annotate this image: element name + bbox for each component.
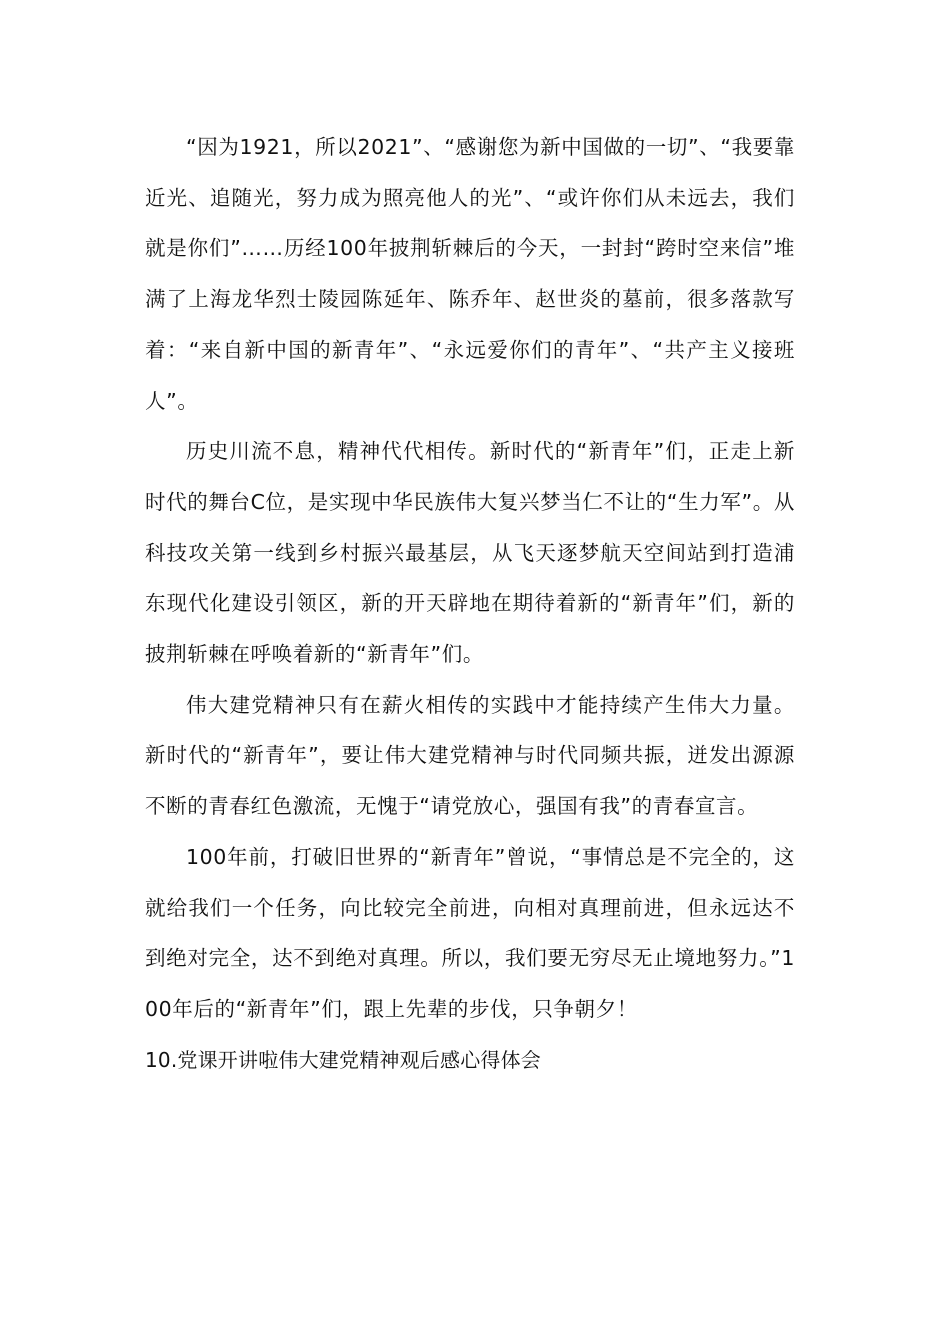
document-body (145, 122, 795, 1085)
paragraph-1: “因为1921，所以2021”、“感谢您为新中国做的一切”、“我要靠近光、追随光，努力成为照亮他人的光”、“或许你们从未远去，我们就是你们”……历经100年披荆斩棘后的今天，一封封“跨时空来信”堆满了上海龙华烈士陵园陈延年、陈乔年、赵世炎的墓前，很多落款写着：“来自新中国的新青年”、“永远爱你们的青年”、“共产主义接班人”。 (145, 135, 795, 413)
paragraph-3: 伟大建党精神只有在薪火相传的实践中才能持续产生伟大力量。新时代的“新青年”，要让伟大建党精神与时代同频共振，迸发出源源不断的青春红色激流，无愧于“请党放心，强国有我”的青春宣言。 (145, 692, 795, 819)
paragraph-4: 100年前，打破旧世界的“新青年”曾说，“事情总是不完全的，这就给我们一个任务，向比较完全前进，向相对真理前进，但永远达不到绝对完全，达不到绝对真理。所以，我们要无穷尽无止境地努力。”100年后的“新青年”们，跟上先辈的步伐，只争朝夕！ (145, 844, 795, 1021)
paragraph-2: 历史川流不息，精神代代相传。新时代的“新青年”们，正走上新时代的舞台C位，是实现中华民族伟大复兴梦当仁不让的“生力军”。从科技攻关第一线到乡村振兴最基层，从飞天逐梦航天空间站到打造浦东现代化建设引领区，新的开天辟地在期待着新的“新青年”们，新的披荆斩棘在呼唤着新的“新青年”们。 (145, 439, 795, 667)
section-heading: 10.党课开讲啦伟大建党精神观后感心得体会 (145, 1047, 542, 1072)
